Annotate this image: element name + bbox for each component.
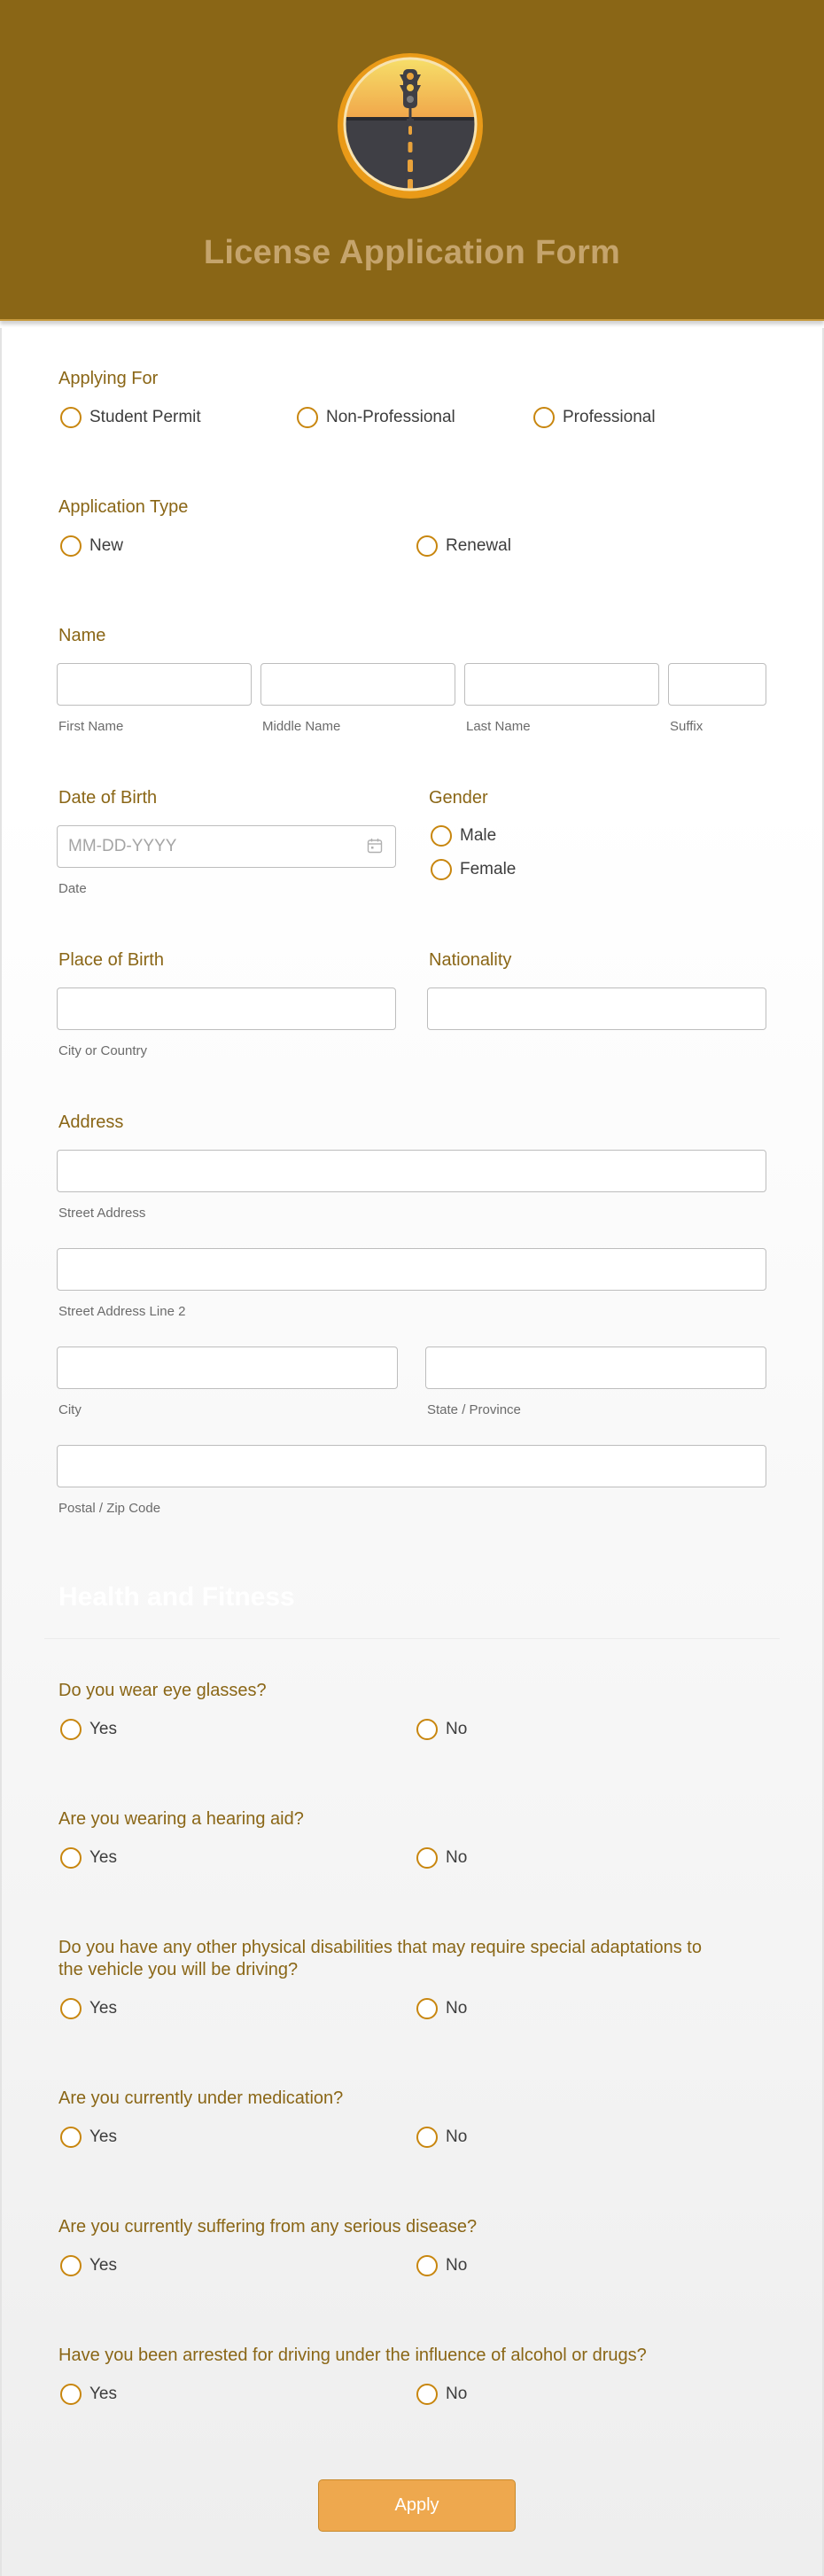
- radio-circle[interactable]: [297, 407, 318, 428]
- serious-disease-question: Are you currently suffering from any serious disease?: [58, 2217, 478, 2236]
- street-address-input[interactable]: [57, 1150, 766, 1192]
- calendar-icon[interactable]: [367, 838, 383, 854]
- radio-circle[interactable]: [60, 2255, 82, 2276]
- traffic-road-logo-icon: [338, 53, 483, 199]
- eye-glasses-question: Do you wear eye glasses?: [58, 1681, 267, 1700]
- card-left-edge: [0, 328, 2, 2576]
- street-address-line2-sublabel: Street Address Line 2: [58, 1304, 186, 1319]
- radio-circle[interactable]: [533, 407, 555, 428]
- radio-disabilities-yes[interactable]: Yes: [60, 1998, 117, 2019]
- radio-disabilities-no[interactable]: No: [416, 1998, 467, 2019]
- application-type-label: Application Type: [58, 497, 189, 517]
- radio-eye-glasses-yes[interactable]: Yes: [60, 1719, 117, 1740]
- street-address-sublabel: Street Address: [58, 1206, 146, 1221]
- radio-hearing-aid-no[interactable]: No: [416, 1847, 467, 1869]
- health-fitness-section-title: Health and Fitness: [58, 1582, 295, 1612]
- radio-circle[interactable]: [431, 825, 452, 847]
- radio-medication-yes[interactable]: Yes: [60, 2127, 117, 2148]
- radio-renewal[interactable]: Renewal: [416, 535, 511, 557]
- radio-new[interactable]: New: [60, 535, 123, 557]
- address-label: Address: [58, 1112, 124, 1132]
- place-of-birth-label: Place of Birth: [58, 950, 164, 970]
- radio-non-professional[interactable]: Non-Professional: [297, 407, 455, 428]
- radio-circle[interactable]: [60, 1998, 82, 2019]
- nationality-label: Nationality: [429, 950, 512, 970]
- radio-serious-disease-no[interactable]: No: [416, 2255, 467, 2276]
- form-header: [0, 0, 824, 321]
- radio-student-permit[interactable]: Student Permit: [60, 407, 201, 428]
- form-title: License Application Form: [203, 234, 621, 271]
- radio-professional[interactable]: Professional: [533, 407, 656, 428]
- radio-circle[interactable]: [60, 2127, 82, 2148]
- last-name-input[interactable]: [464, 663, 659, 706]
- hearing-aid-question: Are you wearing a hearing aid?: [58, 1809, 304, 1829]
- radio-circle[interactable]: [60, 1847, 82, 1869]
- radio-hearing-aid-yes[interactable]: Yes: [60, 1847, 117, 1869]
- gender-label: Gender: [429, 788, 488, 808]
- radio-male[interactable]: Male: [431, 825, 496, 847]
- name-label: Name: [58, 626, 106, 645]
- suffix-sublabel: Suffix: [670, 719, 704, 734]
- radio-circle[interactable]: [416, 535, 438, 557]
- radio-circle[interactable]: [60, 407, 82, 428]
- radio-circle[interactable]: [60, 535, 82, 557]
- date-sublabel: Date: [58, 881, 87, 896]
- radio-dui-arrest-yes[interactable]: Yes: [60, 2384, 117, 2405]
- postal-zip-input[interactable]: [57, 1445, 766, 1487]
- city-sublabel: City: [58, 1402, 82, 1417]
- radio-circle[interactable]: [416, 1847, 438, 1869]
- first-name-input[interactable]: [57, 663, 252, 706]
- radio-serious-disease-yes[interactable]: Yes: [60, 2255, 117, 2276]
- place-of-birth-input[interactable]: [57, 987, 396, 1030]
- radio-eye-glasses-no[interactable]: No: [416, 1719, 467, 1740]
- radio-circle[interactable]: [416, 2127, 438, 2148]
- radio-circle[interactable]: [431, 859, 452, 880]
- date-of-birth-label: Date of Birth: [58, 788, 158, 808]
- applying-for-label: Applying For: [58, 369, 159, 388]
- radio-circle[interactable]: [416, 1719, 438, 1740]
- radio-circle[interactable]: [416, 1998, 438, 2019]
- state-province-sublabel: State / Province: [427, 1402, 521, 1417]
- city-input[interactable]: [57, 1347, 398, 1389]
- radio-circle[interactable]: [60, 2384, 82, 2405]
- disabilities-question-line2: the vehicle you will be driving?: [58, 1960, 299, 1979]
- middle-name-sublabel: Middle Name: [262, 719, 341, 734]
- dui-arrest-question: Have you been arrested for driving under the influence of alcohol or drugs?: [58, 2346, 647, 2365]
- medication-question: Are you currently under medication?: [58, 2088, 344, 2108]
- street-address-line2-input[interactable]: [57, 1248, 766, 1291]
- middle-name-input[interactable]: [260, 663, 455, 706]
- suffix-input[interactable]: [668, 663, 766, 706]
- state-province-input[interactable]: [425, 1347, 766, 1389]
- radio-circle[interactable]: [416, 2384, 438, 2405]
- radio-circle[interactable]: [416, 2255, 438, 2276]
- radio-female[interactable]: Female: [431, 859, 516, 880]
- city-or-country-sublabel: City or Country: [58, 1043, 148, 1058]
- disabilities-question-line1: Do you have any other physical disabilities that may require special adaptations to: [58, 1938, 702, 1957]
- postal-zip-sublabel: Postal / Zip Code: [58, 1501, 161, 1516]
- date-of-birth-input[interactable]: [57, 825, 396, 868]
- apply-button[interactable]: Apply: [318, 2479, 516, 2532]
- radio-dui-arrest-no[interactable]: No: [416, 2384, 467, 2405]
- last-name-sublabel: Last Name: [466, 719, 531, 734]
- radio-medication-no[interactable]: No: [416, 2127, 467, 2148]
- first-name-sublabel: First Name: [58, 719, 124, 734]
- section-divider: [44, 1638, 780, 1639]
- nationality-input[interactable]: [427, 987, 766, 1030]
- radio-circle[interactable]: [60, 1719, 82, 1740]
